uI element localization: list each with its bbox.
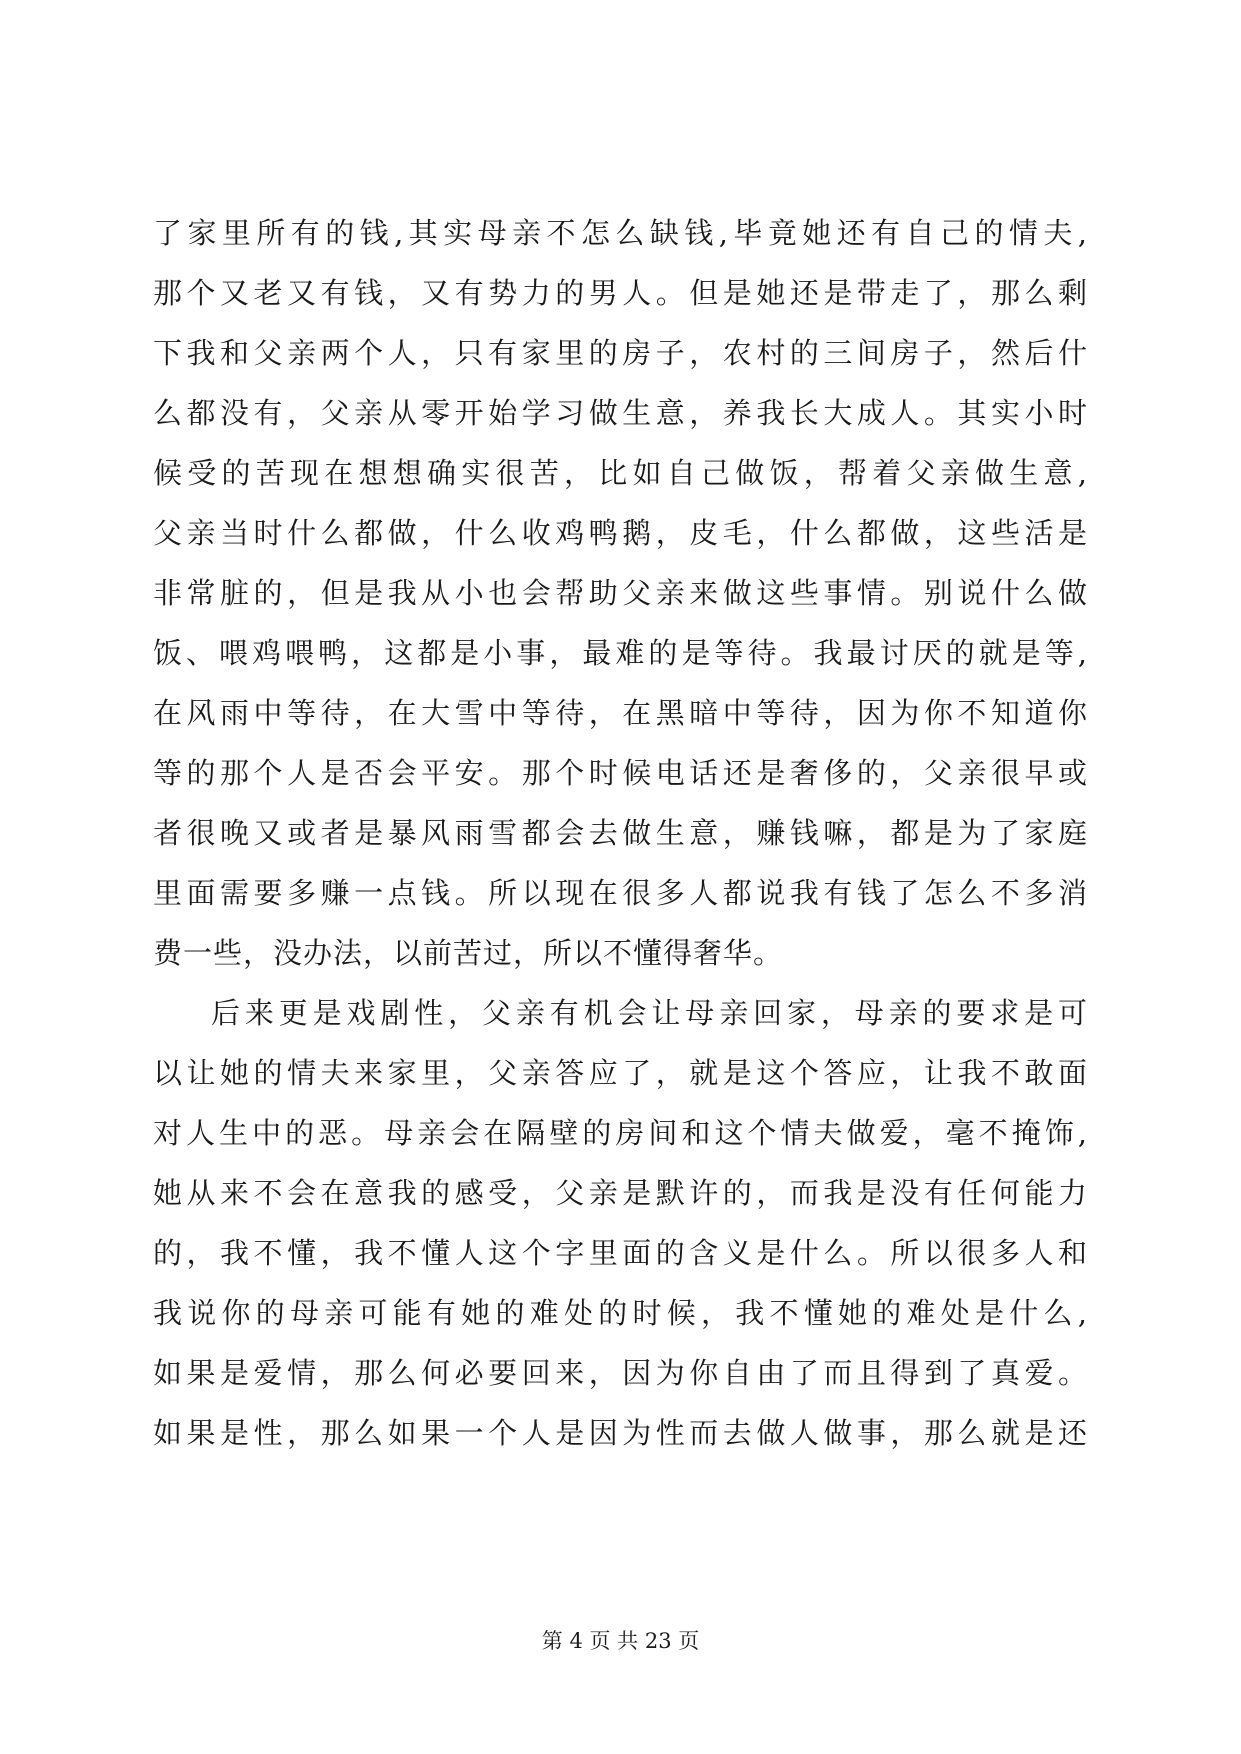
text-line: 饭、喂鸡喂鸭，这都是小事，最难的是等待。我最讨厌的就是等,	[153, 636, 1088, 670]
text-line: 么都没有，父亲从零开始学习做生意，养我长大成人。其实小时	[153, 396, 1088, 430]
text-line: 如果是性，那么如果一个人是因为性而去做人做事，那么就是还	[153, 1416, 1088, 1450]
text-line: 那个又老又有钱，又有势力的男人。但是她还是带走了，那么剩	[153, 276, 1088, 310]
text-line: 下我和父亲两个人，只有家里的房子，农村的三间房子，然后什	[153, 336, 1088, 370]
paragraph-1	[153, 203, 1088, 983]
text-line: 费一些，没办法，以前苦过，所以不懂得奢华。	[153, 936, 784, 970]
text-line: 了家里所有的钱,其实母亲不怎么缺钱,毕竟她还有自己的情夫,	[153, 216, 1088, 250]
text-line: 如果是爱情，那么何必要回来，因为你自由了而且得到了真爱。	[153, 1356, 1088, 1390]
text-line: 等的那个人是否会平安。那个时候电话还是奢侈的，父亲很早或	[153, 756, 1088, 790]
page-number-footer: 第 4 页 共 23 页	[541, 1629, 700, 1653]
text-line: 里面需要多赚一点钱。所以现在很多人都说我有钱了怎么不多消	[153, 876, 1088, 910]
text-line: 父亲当时什么都做，什么收鸡鸭鹅，皮毛，什么都做，这些活是	[153, 516, 1088, 550]
paragraph-2	[153, 983, 1088, 1463]
text-line: 她从来不会在意我的感受，父亲是默许的，而我是没有任何能力	[153, 1176, 1088, 1210]
text-line: 非常脏的，但是我从小也会帮助父亲来做这些事情。别说什么做	[153, 576, 1088, 610]
text-line: 后来更是戏剧性，父亲有机会让母亲回家，母亲的要求是可	[211, 996, 1088, 1030]
text-line: 以让她的情夫来家里，父亲答应了，就是这个答应，让我不敢面	[153, 1056, 1088, 1090]
text-line: 我说你的母亲可能有她的难处的时候，我不懂她的难处是什么,	[153, 1296, 1088, 1330]
text-line: 在风雨中等待，在大雪中等待，在黑暗中等待，因为你不知道你	[153, 696, 1088, 730]
text-line: 候受的苦现在想想确实很苦，比如自己做饭，帮着父亲做生意,	[153, 456, 1088, 490]
text-line: 对人生中的恶。母亲会在隔壁的房间和这个情夫做爱，毫不掩饰,	[153, 1116, 1088, 1150]
text-line: 者很晚又或者是暴风雨雪都会去做生意，赚钱嘛，都是为了家庭	[153, 816, 1088, 850]
text-line: 的，我不懂，我不懂人这个字里面的含义是什么。所以很多人和	[153, 1236, 1088, 1270]
document-body	[153, 203, 1088, 1463]
